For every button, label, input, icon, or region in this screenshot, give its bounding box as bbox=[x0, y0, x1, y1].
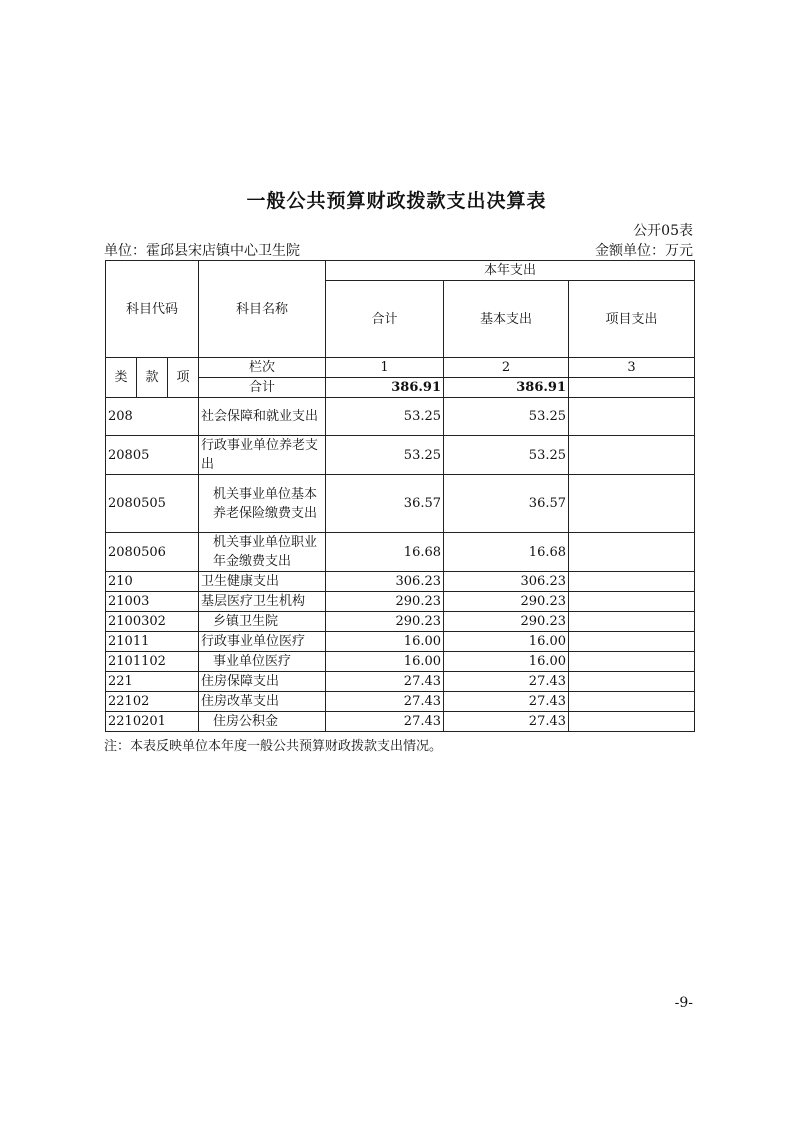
row-code: 210 bbox=[106, 572, 199, 592]
row-total: 290.23 bbox=[326, 612, 444, 632]
expenditure-table bbox=[105, 260, 695, 732]
row-name: 行政事业单位医疗 bbox=[199, 632, 326, 652]
header-name: 科目名称 bbox=[199, 261, 326, 358]
row-total: 27.43 bbox=[326, 692, 444, 712]
table-row bbox=[106, 612, 695, 632]
row-basic: 27.43 bbox=[444, 672, 569, 692]
header-kuan: 款 bbox=[137, 358, 168, 398]
page-number: -9- bbox=[674, 995, 693, 1011]
row-total: 27.43 bbox=[326, 672, 444, 692]
row-project bbox=[569, 632, 695, 652]
row-code: 21003 bbox=[106, 592, 199, 612]
table-note: 注：本表反映单位本年度一般公共预算财政拨款支出情况。 bbox=[104, 739, 443, 754]
row-project bbox=[569, 692, 695, 712]
table-row bbox=[106, 692, 695, 712]
table-row bbox=[106, 533, 695, 572]
form-number: 公开05表 bbox=[633, 223, 693, 239]
row-total: 16.00 bbox=[326, 652, 444, 672]
row-total: 53.25 bbox=[326, 398, 444, 436]
row-basic: 306.23 bbox=[444, 572, 569, 592]
row-basic: 290.23 bbox=[444, 612, 569, 632]
row-project bbox=[569, 712, 695, 732]
header-project: 项目支出 bbox=[569, 281, 695, 358]
row-name: 机关事业单位基本养老保险缴费支出 bbox=[199, 475, 326, 533]
row-total: 53.25 bbox=[326, 436, 444, 475]
unit-label: 单位：霍邱县宋店镇中心卫生院 bbox=[104, 243, 300, 259]
row-total: 306.23 bbox=[326, 572, 444, 592]
row-basic: 27.43 bbox=[444, 712, 569, 732]
row-total: 16.68 bbox=[326, 533, 444, 572]
header-lei: 类 bbox=[106, 358, 137, 398]
row-basic: 36.57 bbox=[444, 475, 569, 533]
row-basic: 290.23 bbox=[444, 592, 569, 612]
row-name: 乡镇卫生院 bbox=[199, 612, 326, 632]
row-code: 208 bbox=[106, 398, 199, 436]
row-name: 基层医疗卫生机构 bbox=[199, 592, 326, 612]
row-basic: 53.25 bbox=[444, 436, 569, 475]
row-total: 27.43 bbox=[326, 712, 444, 732]
row-project bbox=[569, 672, 695, 692]
page-title: 一般公共预算财政拨款支出决算表 bbox=[246, 190, 547, 212]
column-1: 1 bbox=[326, 358, 444, 378]
row-name: 住房公积金 bbox=[199, 712, 326, 732]
column-2: 2 bbox=[444, 358, 569, 378]
row-total: 290.23 bbox=[326, 592, 444, 612]
row-code: 2101102 bbox=[106, 652, 199, 672]
column-row-label: 栏次 bbox=[199, 358, 326, 378]
row-name: 事业单位医疗 bbox=[199, 652, 326, 672]
row-project bbox=[569, 572, 695, 592]
row-code: 22102 bbox=[106, 692, 199, 712]
header-xiang: 项 bbox=[168, 358, 199, 398]
row-code: 221 bbox=[106, 672, 199, 692]
sum-project bbox=[569, 378, 695, 398]
table-row bbox=[106, 712, 695, 732]
row-code: 2080505 bbox=[106, 475, 199, 533]
money-unit-label: 金额单位：万元 bbox=[595, 243, 693, 259]
table-row bbox=[106, 652, 695, 672]
row-code: 2210201 bbox=[106, 712, 199, 732]
row-code: 20805 bbox=[106, 436, 199, 475]
table-row bbox=[106, 398, 695, 436]
row-name: 行政事业单位养老支出 bbox=[199, 436, 326, 475]
header-basic: 基本支出 bbox=[444, 281, 569, 358]
row-basic: 27.43 bbox=[444, 692, 569, 712]
row-project bbox=[569, 612, 695, 632]
row-project bbox=[569, 475, 695, 533]
table-row bbox=[106, 572, 695, 592]
row-basic: 16.68 bbox=[444, 533, 569, 572]
row-code: 2080506 bbox=[106, 533, 199, 572]
row-name: 住房保障支出 bbox=[199, 672, 326, 692]
row-code: 2100302 bbox=[106, 612, 199, 632]
row-basic: 53.25 bbox=[444, 398, 569, 436]
row-name: 卫生健康支出 bbox=[199, 572, 326, 592]
row-project bbox=[569, 592, 695, 612]
table-row bbox=[106, 475, 695, 533]
row-total: 36.57 bbox=[326, 475, 444, 533]
row-name: 社会保障和就业支出 bbox=[199, 398, 326, 436]
header-current-year: 本年支出 bbox=[326, 261, 695, 281]
table-row bbox=[106, 632, 695, 652]
row-project bbox=[569, 398, 695, 436]
row-name: 住房改革支出 bbox=[199, 692, 326, 712]
row-total: 16.00 bbox=[326, 632, 444, 652]
row-code: 21011 bbox=[106, 632, 199, 652]
column-3: 3 bbox=[569, 358, 695, 378]
sum-total: 386.91 bbox=[326, 378, 444, 398]
table-row bbox=[106, 592, 695, 612]
header-code: 科目代码 bbox=[106, 261, 199, 358]
row-project bbox=[569, 436, 695, 475]
table-row bbox=[106, 436, 695, 475]
row-basic: 16.00 bbox=[444, 652, 569, 672]
header-total: 合计 bbox=[326, 281, 444, 358]
table-row bbox=[106, 672, 695, 692]
sum-basic: 386.91 bbox=[444, 378, 569, 398]
row-basic: 16.00 bbox=[444, 632, 569, 652]
row-project bbox=[569, 533, 695, 572]
row-name: 机关事业单位职业年金缴费支出 bbox=[199, 533, 326, 572]
sum-label: 合计 bbox=[199, 378, 326, 398]
row-project bbox=[569, 652, 695, 672]
